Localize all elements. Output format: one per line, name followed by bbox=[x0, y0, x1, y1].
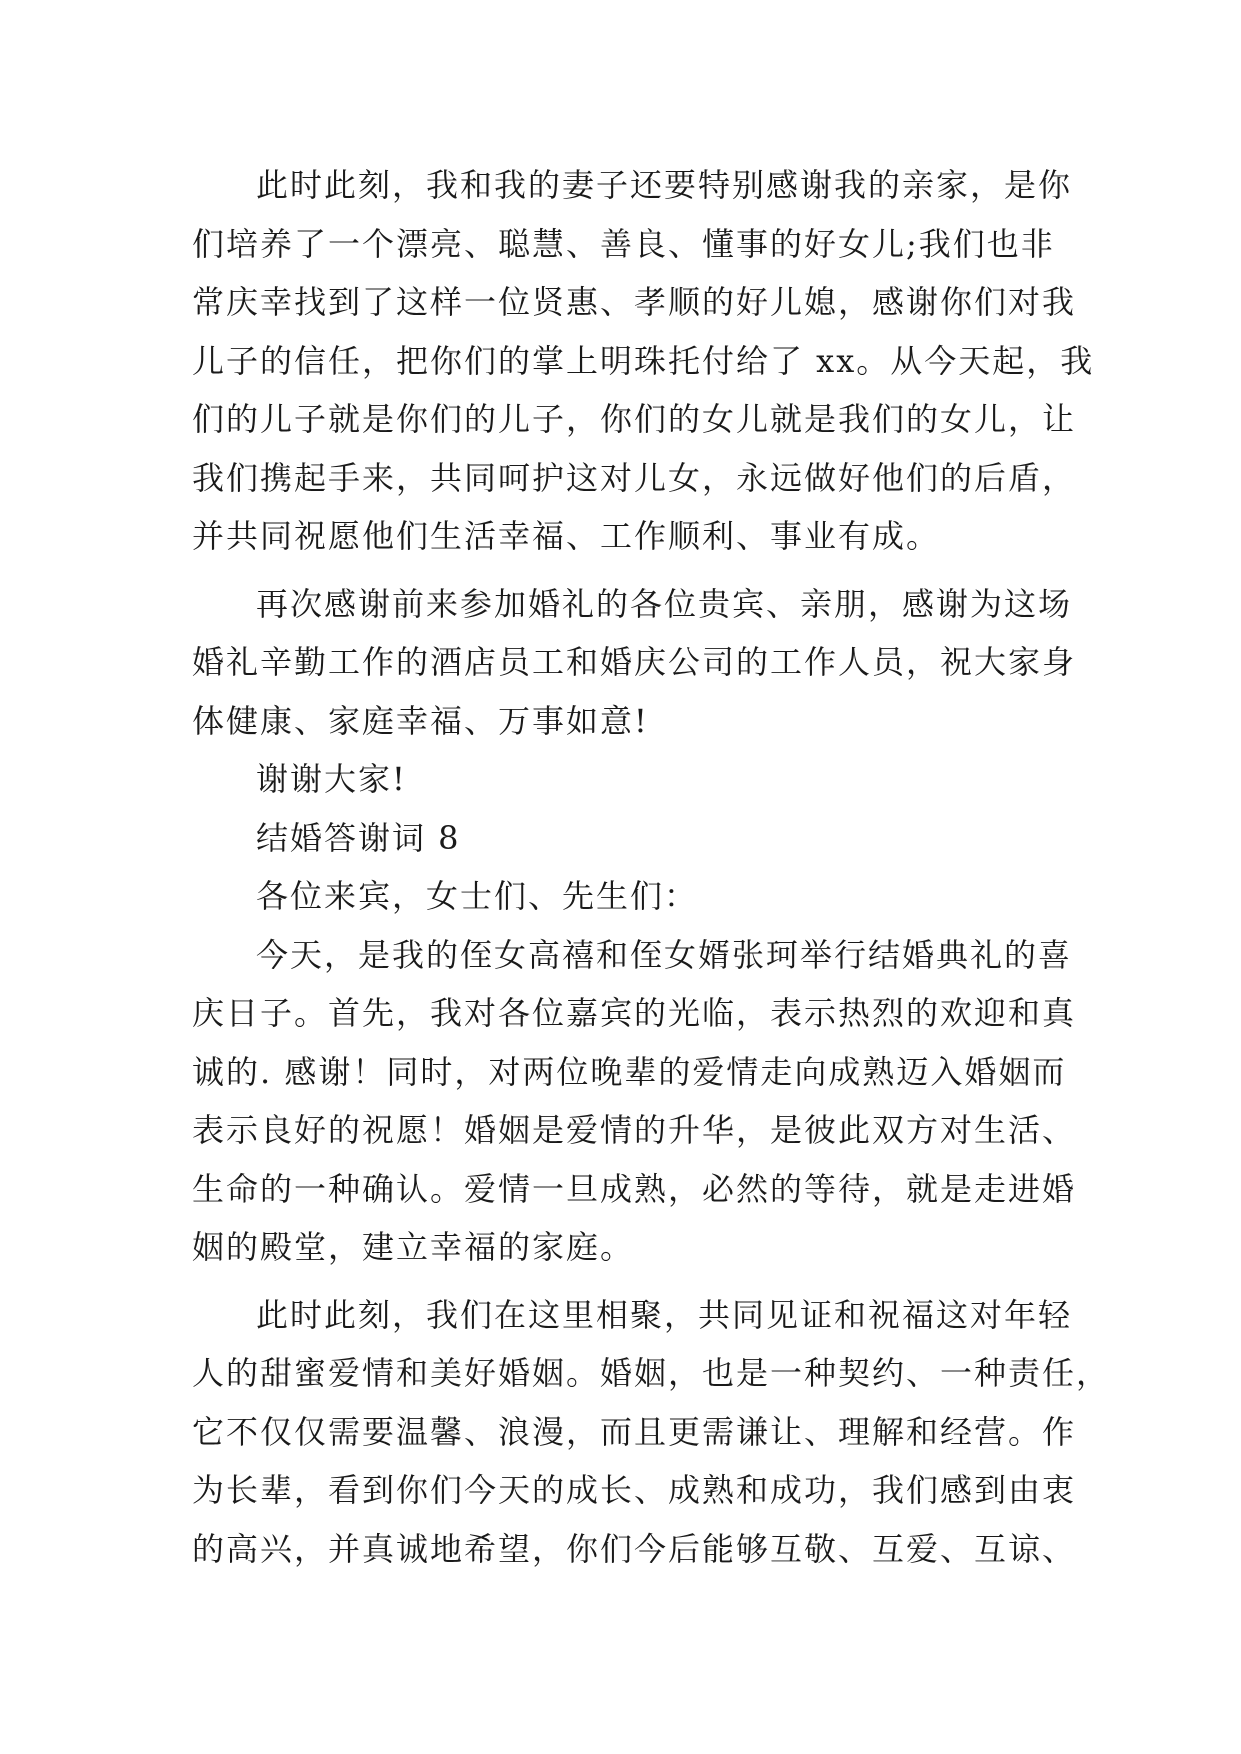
paragraph-line: 今天，是我的侄女高禧和侄女婿张珂举行结婚典礼的喜 bbox=[256, 935, 1073, 974]
paragraph-line: 体健康、家庭幸福、万事如意! bbox=[192, 701, 649, 740]
paragraph-line: 表示良好的祝愿！婚姻是爱情的升华，是彼此双方对生活、 bbox=[192, 1111, 1077, 1149]
paragraph-line: 并共同祝愿他们生活幸福、工作顺利、事业有成。 bbox=[192, 517, 941, 555]
paragraph-line: 我们携起手来，共同呵护这对儿女，永远做好他们的后盾， bbox=[192, 458, 1077, 497]
paragraph-line: 儿子的信任，把你们的掌上明珠托付给了 xx。从今天起，我 bbox=[192, 341, 1095, 380]
salutation-line: 各位来宾，女士们、先生们： bbox=[256, 877, 699, 915]
paragraph-line: 们培养了一个漂亮、聪慧、善良、懂事的好女儿;我们也非 bbox=[192, 224, 1055, 263]
paragraph-line: 人的甜蜜爱情和美好婚姻。婚姻，也是一种契约、一种责任， bbox=[192, 1354, 1111, 1392]
document-body bbox=[192, 156, 1111, 1578]
paragraph-line: 姻的殿堂，建立幸福的家庭。 bbox=[192, 1228, 635, 1266]
paragraph-line: 婚礼辛勤工作的酒店员工和婚庆公司的工作人员，祝大家身 bbox=[192, 643, 1077, 681]
paragraph-line: 庆日子。首先，我对各位嘉宾的光临，表示热烈的欢迎和真 bbox=[192, 994, 1077, 1032]
paragraph-line: 们的儿子就是你们的儿子，你们的女儿就是我们的女儿，让 bbox=[192, 400, 1077, 438]
paragraph-line: 它不仅仅需要温馨、浪漫，而且更需谦让、理解和经营。作 bbox=[192, 1412, 1077, 1451]
paragraph-line: 诚的. 感谢！同时，对两位晚辈的爱情走向成熟迈入婚姻而 bbox=[192, 1052, 1067, 1091]
paragraph-line: 为长辈，看到你们今天的成长、成熟和成功，我们感到由衷 bbox=[192, 1471, 1077, 1509]
section-heading: 结婚答谢词 8 bbox=[256, 818, 461, 857]
paragraph-line: 此时此刻，我和我的妻子还要特别感谢我的亲家，是你 bbox=[256, 166, 1073, 204]
paragraph-line: 的高兴，并真诚地希望，你们今后能够互敬、互爱、互谅、 bbox=[192, 1529, 1077, 1568]
paragraph-line: 常庆幸找到了这样一位贤惠、孝顺的好儿媳，感谢你们对我 bbox=[192, 283, 1077, 321]
closing-line: 谢谢大家! bbox=[256, 760, 407, 798]
paragraph-line: 此时此刻，我们在这里相聚，共同见证和祝福这对年轻 bbox=[256, 1295, 1073, 1334]
paragraph-line: 生命的一种确认。爱情一旦成熟，必然的等待，就是走进婚 bbox=[192, 1169, 1077, 1208]
paragraph-line: 再次感谢前来参加婚礼的各位贵宾、亲朋，感谢为这场 bbox=[256, 584, 1073, 623]
